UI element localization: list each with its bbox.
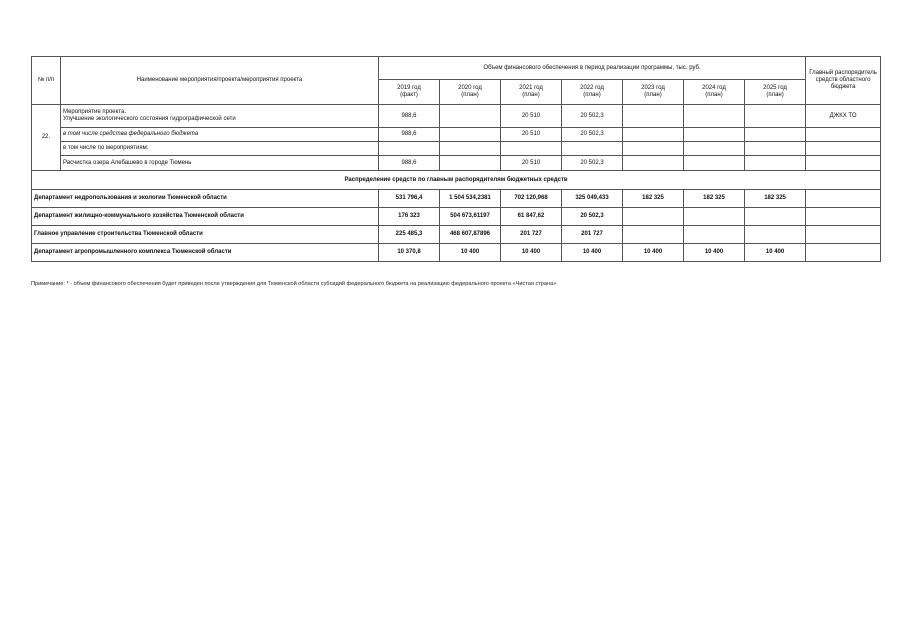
value-cell: 10 400 <box>623 244 684 262</box>
value-cell <box>440 128 501 142</box>
value-cell <box>440 105 501 128</box>
value-cell: 10 400 <box>745 244 806 262</box>
value-cell <box>745 128 806 142</box>
year-kind: (план) <box>583 92 601 98</box>
department-row <box>32 226 881 244</box>
value-cell: 20 502,3 <box>562 208 623 226</box>
value-cell: 20 502,3 <box>562 156 623 171</box>
value-cell <box>684 142 745 156</box>
value-cell: 10 400 <box>684 244 745 262</box>
year-header <box>379 80 440 105</box>
year-kind: (план) <box>644 92 662 98</box>
financing-table <box>31 56 881 262</box>
activity-title: Улучшение экологического состояния гидрографической сети <box>63 116 236 122</box>
value-cell: 988,6 <box>379 105 440 128</box>
activity-name: Расчистка озера Алебашево в городе Тюмень <box>61 156 379 171</box>
year-kind: (план) <box>522 92 540 98</box>
value-cell <box>501 142 562 156</box>
value-cell: 10 400 <box>562 244 623 262</box>
value-cell: 988,6 <box>379 128 440 142</box>
value-cell: 988,6 <box>379 156 440 171</box>
department-name: Главное управление строительства Тюменской области <box>32 226 379 244</box>
value-cell: 225 485,3 <box>379 226 440 244</box>
table-row <box>32 142 881 156</box>
value-cell <box>623 128 684 142</box>
department-name: Департамент недропользования и экологии Тюменской области <box>32 190 379 208</box>
value-cell: 1 504 534,2381 <box>440 190 501 208</box>
year-label: 2021 год <box>519 85 543 91</box>
value-cell <box>745 156 806 171</box>
value-cell: 20 502,3 <box>562 128 623 142</box>
manager-cell: ДЖКХ ТО <box>806 105 881 128</box>
value-cell <box>623 226 684 244</box>
year-header <box>623 80 684 105</box>
value-cell: 20 510 <box>501 128 562 142</box>
year-header <box>745 80 806 105</box>
header-funding: Объем финансового обеспечения в период реализации программы, тыс. руб. <box>379 57 806 80</box>
activity-type: Мероприятие проекта. <box>63 109 127 115</box>
year-kind: (план) <box>461 92 479 98</box>
department-row <box>32 190 881 208</box>
value-cell: 201 727 <box>562 226 623 244</box>
manager-cell <box>806 226 881 244</box>
department-name: Департамент агропромышленного комплекса Тюменской области <box>32 244 379 262</box>
activity-name: в том числе по мероприятиям: <box>61 142 379 156</box>
value-cell: 325 049,433 <box>562 190 623 208</box>
year-kind: (факт) <box>400 92 418 98</box>
value-cell <box>623 156 684 171</box>
value-cell <box>623 105 684 128</box>
manager-cell <box>806 142 881 156</box>
value-cell <box>684 156 745 171</box>
value-cell: 10 370,8 <box>379 244 440 262</box>
year-header <box>501 80 562 105</box>
value-cell: 702 120,968 <box>501 190 562 208</box>
activity-name: в том числе средства федерального бюджета <box>61 128 379 142</box>
header-name: Наименование мероприятия/проекта/мероприятия проекта <box>61 57 379 105</box>
department-name: Департамент жилищно-коммунального хозяйства Тюменской области <box>32 208 379 226</box>
value-cell <box>745 105 806 128</box>
year-label: 2022 год <box>580 85 604 91</box>
department-row <box>32 208 881 226</box>
value-cell <box>562 142 623 156</box>
year-kind: (план) <box>766 92 784 98</box>
value-cell <box>623 142 684 156</box>
value-cell <box>684 226 745 244</box>
value-cell <box>684 208 745 226</box>
manager-cell <box>806 128 881 142</box>
value-cell: 176 323 <box>379 208 440 226</box>
year-header <box>562 80 623 105</box>
year-header <box>684 80 745 105</box>
value-cell <box>745 208 806 226</box>
value-cell <box>379 142 440 156</box>
value-cell: 468 607,87896 <box>440 226 501 244</box>
value-cell: 504 673,61197 <box>440 208 501 226</box>
value-cell <box>440 142 501 156</box>
table-row <box>32 105 881 128</box>
activity-name <box>61 105 379 128</box>
value-cell: 20 502,3 <box>562 105 623 128</box>
footnote: Примечание: * - объем финансового обеспечения будет приведен после утверждения для Тюменской области субсидий федерального бюджета на реализацию федерального проекта «Чистая страна» <box>31 281 557 287</box>
year-kind: (план) <box>705 92 723 98</box>
manager-cell <box>806 244 881 262</box>
header-manager: Главный распорядитель средств областного бюджета <box>806 57 881 105</box>
section-title: Распределение средств по главным распорядителям бюджетных средств <box>32 171 881 190</box>
year-label: 2025 год <box>763 85 787 91</box>
value-cell <box>623 208 684 226</box>
year-label: 2019 год <box>397 85 421 91</box>
year-label: 2020 год <box>458 85 482 91</box>
value-cell: 182 325 <box>745 190 806 208</box>
department-row <box>32 244 881 262</box>
manager-cell <box>806 190 881 208</box>
value-cell <box>684 128 745 142</box>
table-row <box>32 128 881 142</box>
header-num: № п/п <box>32 57 61 105</box>
value-cell <box>745 226 806 244</box>
value-cell: 201 727 <box>501 226 562 244</box>
value-cell: 531 796,4 <box>379 190 440 208</box>
value-cell: 61 847,62 <box>501 208 562 226</box>
value-cell <box>440 156 501 171</box>
section-row <box>32 171 881 190</box>
manager-cell <box>806 208 881 226</box>
year-label: 2024 год <box>702 85 726 91</box>
table-row <box>32 156 881 171</box>
value-cell: 182 325 <box>623 190 684 208</box>
year-header <box>440 80 501 105</box>
value-cell: 20 510 <box>501 105 562 128</box>
value-cell: 10 400 <box>440 244 501 262</box>
row-number: 22. <box>32 105 61 171</box>
value-cell <box>684 105 745 128</box>
value-cell <box>745 142 806 156</box>
value-cell: 10 400 <box>501 244 562 262</box>
manager-cell <box>806 156 881 171</box>
value-cell: 20 510 <box>501 156 562 171</box>
year-label: 2023 год <box>641 85 665 91</box>
value-cell: 182 325 <box>684 190 745 208</box>
